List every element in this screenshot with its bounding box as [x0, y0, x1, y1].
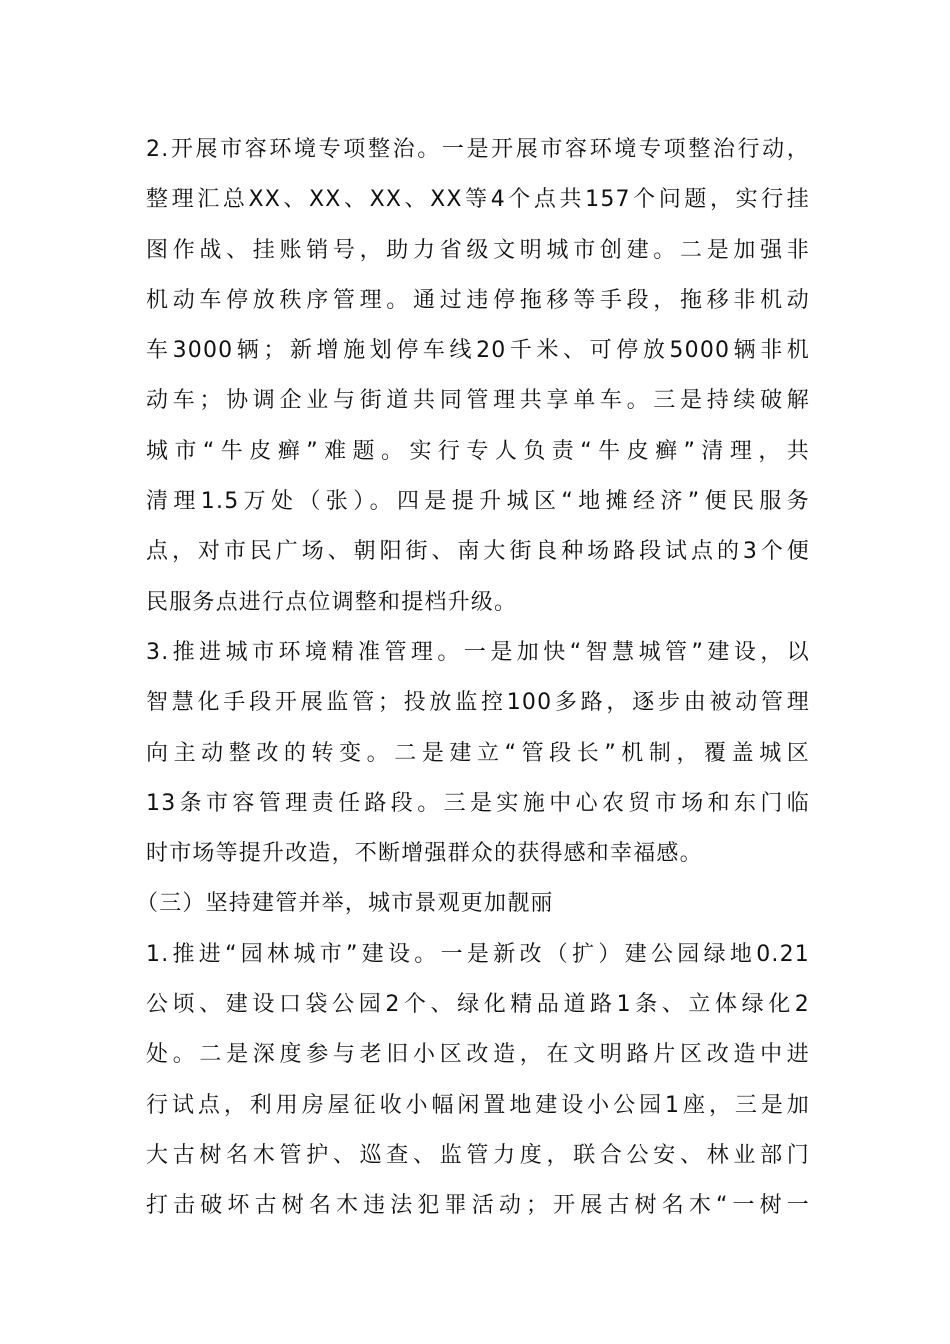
text-line: 1.推进“园林城市”建设。一是新改（扩）建公园绿地0.21	[146, 941, 810, 967]
text-line: 2.开展市容环境专项整治。一是开展市容环境专项整治行动，	[146, 137, 810, 162]
text-line: 动车；协调企业与街道共同管理共享单车。三是持续破解	[146, 388, 810, 414]
text-line: 大古树名木管护、巡查、监管力度，联合公安、林业部门	[146, 1142, 810, 1168]
text-line: 清理1.5万处（张）。四是提升城区“地摊经济”便民服务	[146, 489, 810, 515]
section-heading: （三）坚持建管并举，城市景观更加靓丽	[136, 891, 554, 917]
text-line: 向主动整改的转变。二是建立“管段长”机制，覆盖城区	[146, 740, 810, 766]
text-line: 城市“牛皮癣”难题。实行专人负责“牛皮癣”清理，共	[146, 438, 810, 464]
text-line: 点，对市民广场、朝阳街、南大街良种场路段试点的3个便	[146, 539, 810, 565]
text-line: 时市场等提升改造，不断增强群众的获得感和幸福感。	[146, 841, 703, 867]
text-line: 13条市容管理责任路段。三是实施中心农贸市场和东门临	[146, 790, 810, 816]
text-line: 车3000辆；新增施划停车线20千米、可停放5000辆非机	[146, 338, 810, 364]
text-line: 智慧化手段开展监管；投放监控100多路，逐步由被动管理	[146, 690, 810, 716]
text-line: 打击破坏古树名木违法犯罪活动；开展古树名木“一树一	[146, 1193, 810, 1219]
text-line: 3.推进城市环境精准管理。一是加快“智慧城管”建设，以	[146, 639, 810, 665]
text-line: 机动车停放秩序管理。通过违停拖移等手段，拖移非机动	[146, 287, 810, 313]
text-line: 行试点，利用房屋征收小幅闲置地建设小公园1座，三是加	[146, 1092, 810, 1118]
text-line: 民服务点进行点位调整和提档升级。	[146, 589, 518, 615]
text-line: 公顷、建设口袋公园2个、绿化精品道路1条、立体绿化2	[146, 992, 810, 1018]
text-line: 处。二是深度参与老旧小区改造，在文明路片区改造中进	[146, 1042, 810, 1068]
document-body	[136, 125, 810, 1232]
text-line: 整理汇总XX、XX、XX、XX等4个点共157个问题，实行挂	[146, 187, 810, 213]
text-line: 图作战、挂账销号，助力省级文明城市创建。二是加强非	[146, 237, 810, 263]
